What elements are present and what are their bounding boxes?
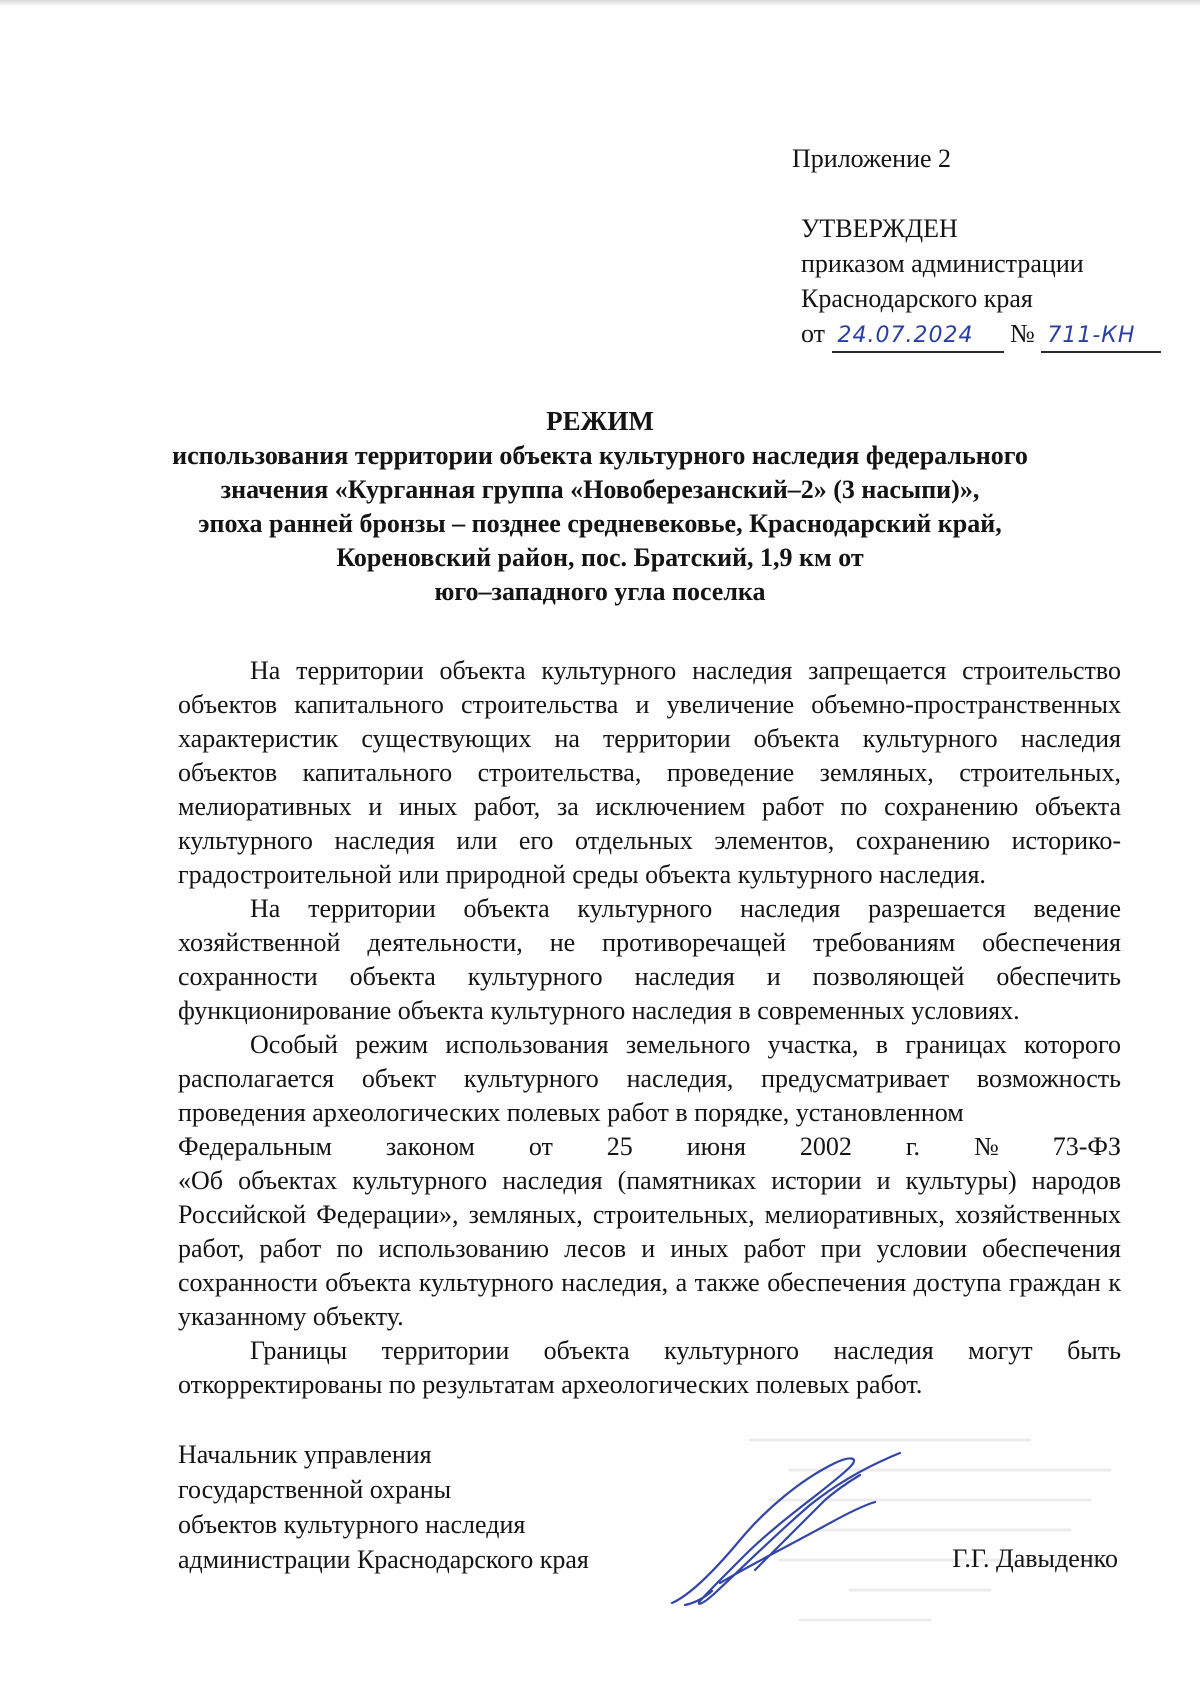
paragraph-special-regime-continued: «Об объектах культурного наследия (памятниках истории и культуры) народов Российской Федерации», земляных, строительных, мелиоративных, хозяйственных работ, работ по использованию лесов и иных работ при условии обеспечения сохранности объекта культурного наследия, а также обеспечения доступа граждан к указанному объекту. — [178, 1166, 1121, 1331]
position-line: Начальник управления — [178, 1440, 432, 1469]
approved-label: УТВЕРЖДЕН — [801, 214, 958, 243]
from-label: от — [801, 319, 826, 348]
paragraph-permitted-activity: На территории объекта культурного наследия разрешается ведение хозяйственной деятельности, не противоречащей требованиям обеспечения сохранности объекта культурного наследия и позволяющей обеспечить функционирование объекта культурного наследия в современных условиях. — [178, 894, 1121, 1025]
law-word: 73-ФЗ — [1052, 1132, 1121, 1161]
appendix-label: Приложение 2 — [792, 144, 952, 173]
law-word: от — [528, 1132, 553, 1161]
federal-law-reference-line — [178, 1130, 1121, 1164]
law-word: 2002 — [799, 1132, 852, 1161]
handwritten-signature — [660, 1445, 910, 1615]
law-word: г. — [905, 1132, 921, 1161]
order-label: приказом администрации — [801, 249, 1084, 278]
scan-edge-shadow — [0, 0, 1200, 6]
paragraph-special-regime: Особый режим использования земельного участка, в границах которого располагается объект культурного наследия, предусматривает возможность проведения археологических полевых работ в порядке, установленном — [178, 1030, 1121, 1127]
document-body — [178, 654, 1121, 1402]
law-word: июня — [686, 1132, 746, 1161]
title-line: Кореновский район, пос. Братский, 1,9 км от — [336, 543, 864, 572]
document-title — [150, 404, 1050, 609]
position-line: объектов культурного наследия — [178, 1510, 526, 1539]
region-label: Краснодарского края — [801, 284, 1033, 313]
signatory-name: Г.Г. Давыденко — [952, 1544, 1118, 1573]
paragraph-boundaries: Границы территории объекта культурного наследия могут быть откорректированы по результатам археологических полевых работ. — [178, 1336, 1121, 1399]
title-line: использования территории объекта культурного наследия федерального — [172, 441, 1028, 470]
paragraph-prohibitions: На территории объекта культурного наследия запрещается строительство объектов капитального строительства и увеличение объемно-пространственных характеристик существующих на территории объекта культурного наследия объектов капитального строительства, проведение земляных, строительных, мелиоративных и иных работ, за исключением работ по сохранению объекта культурного наследия или его отдельных элементов, сохранению историко-градостроительной или природной среды объекта культурного наследия. — [178, 656, 1121, 889]
approval-block — [801, 211, 1161, 353]
title-line: юго–западного угла поселка — [434, 577, 766, 606]
order-date-handwritten: 24.07.2024 — [832, 321, 1004, 353]
number-label: № — [1010, 319, 1035, 348]
law-word: Федеральным — [178, 1132, 332, 1161]
law-word: № — [974, 1132, 999, 1161]
position-line: государственной охраны — [178, 1475, 452, 1504]
law-word: 25 — [606, 1132, 633, 1161]
title-line: эпоха ранней бронзы – позднее средневековье, Краснодарский край, — [198, 509, 1002, 538]
position-line: администрации Краснодарского края — [178, 1545, 589, 1574]
title-line: значения «Курганная группа «Новоберезанский–2» (3 насыпи)», — [220, 475, 980, 504]
order-number-handwritten: 711-КН — [1041, 321, 1161, 353]
order-date-number-line — [801, 316, 1161, 353]
title-heading: РЕЖИМ — [546, 406, 654, 436]
law-word: законом — [385, 1132, 475, 1161]
signatory-position — [178, 1437, 589, 1577]
